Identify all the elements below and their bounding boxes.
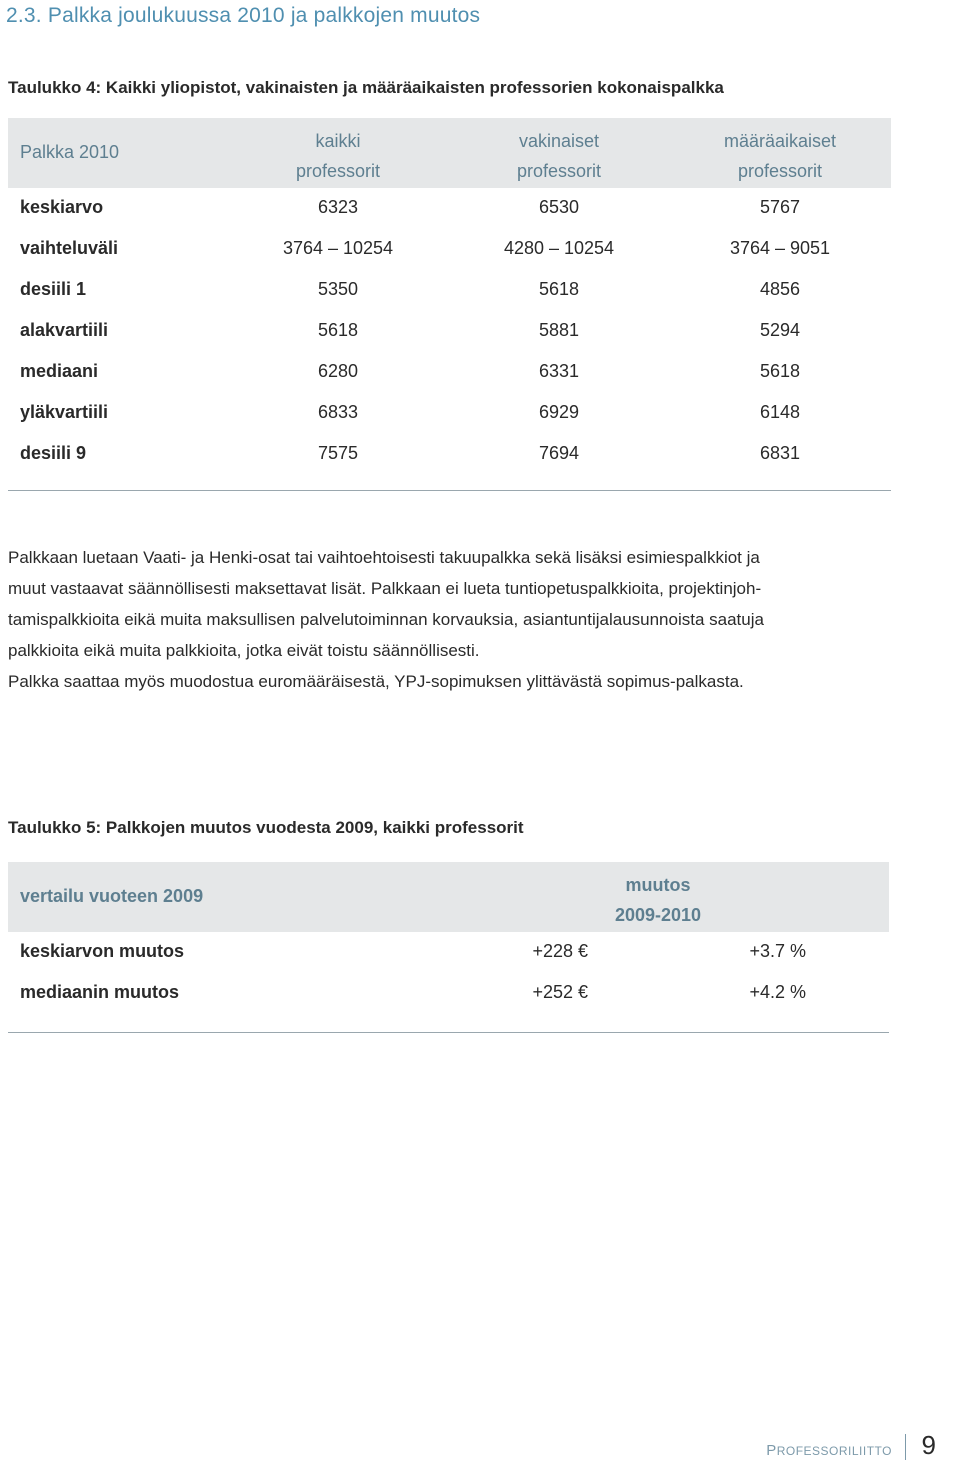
row-label: desiili 1 bbox=[20, 279, 87, 299]
table4-bottom-divider bbox=[8, 490, 891, 491]
cell-all: 6323 bbox=[317, 197, 359, 217]
salary-table-header bbox=[8, 118, 891, 188]
cell-permanent: 6929 bbox=[538, 402, 580, 422]
cell-permanent: 6331 bbox=[538, 361, 580, 381]
salary-table bbox=[8, 118, 891, 475]
row-label: keskiarvo bbox=[20, 197, 104, 217]
cell-all: 6280 bbox=[317, 361, 359, 381]
row-label: alakvartiili bbox=[20, 320, 109, 340]
cell-permanent: 7694 bbox=[538, 443, 580, 463]
cell-fixed: 4856 bbox=[759, 279, 801, 299]
cell-fixed: 3764 – 9051 bbox=[729, 238, 831, 258]
header-permanent-line2: professorit bbox=[516, 161, 602, 181]
cell-all: 5618 bbox=[317, 320, 359, 340]
header-permanent-professors bbox=[449, 126, 669, 186]
table-row bbox=[8, 393, 891, 434]
cell-all: 5350 bbox=[317, 279, 359, 299]
header-all-professors bbox=[228, 126, 448, 186]
table-row bbox=[8, 434, 891, 475]
section-title: 2.3. Palkka joulukuussa 2010 ja palkkojen muutos bbox=[6, 4, 481, 27]
header-change bbox=[548, 870, 768, 930]
cell-fixed: 6831 bbox=[759, 443, 801, 463]
header-fixed-term-professors bbox=[670, 126, 890, 186]
header-all-line2: professorit bbox=[295, 161, 381, 181]
cell-all: 6833 bbox=[317, 402, 359, 422]
cell-fixed: 5294 bbox=[759, 320, 801, 340]
header-fixed-line2: professorit bbox=[737, 161, 823, 181]
salary-change-table-header bbox=[8, 862, 889, 932]
header-label: Palkka 2010 bbox=[20, 142, 120, 162]
cell-absolute-change: +252 € bbox=[532, 982, 588, 1002]
header-permanent-line1: vakinaiset bbox=[518, 131, 600, 151]
page-number: 9 bbox=[921, 1430, 936, 1460]
cell-all: 3764 – 10254 bbox=[282, 238, 394, 258]
publisher-name-rest: ROFESSORILIITTO bbox=[776, 1444, 892, 1458]
publisher-name-initial: P bbox=[766, 1442, 777, 1459]
paragraph-line: tamispalkkioita eikä muita maksullisen palvelutoiminnan korvauksia, asiantuntijalausunnoista saatuja bbox=[8, 610, 764, 629]
cell-permanent: 5618 bbox=[538, 279, 580, 299]
cell-fixed: 5618 bbox=[759, 361, 801, 381]
cell-fixed: 5767 bbox=[759, 197, 801, 217]
salary-change-table bbox=[8, 862, 889, 1014]
cell-percent-change: +3.7 % bbox=[749, 941, 806, 961]
cell-all: 7575 bbox=[317, 443, 359, 463]
row-label: mediaanin muutos bbox=[20, 982, 180, 1002]
paragraph-line: muut vastaavat säännöllisesti maksettavat lisät. Palkkaan ei lueta tuntiopetuspalkkioita, projektinjoh- bbox=[8, 579, 762, 598]
header-change-line2: 2009-2010 bbox=[614, 905, 702, 925]
cell-permanent: 6530 bbox=[538, 197, 580, 217]
cell-absolute-change: +228 € bbox=[532, 941, 588, 961]
table-row bbox=[8, 352, 891, 393]
table-row bbox=[8, 973, 889, 1014]
paragraph-line: palkkioita eikä muita palkkioita, jotka eivät toistu säännöllisesti. bbox=[8, 641, 480, 660]
publisher-name bbox=[766, 1442, 892, 1459]
cell-fixed: 6148 bbox=[759, 402, 801, 422]
table-row bbox=[8, 229, 891, 270]
paragraph-line: Palkkaan luetaan Vaati- ja Henki-osat tai vaihtoehtoisesti takuupalkka sekä lisäksi esimiespalkkiot ja bbox=[8, 548, 760, 567]
row-label: desiili 9 bbox=[20, 443, 87, 463]
paragraph-line: Palkka saattaa myös muodostua euromääräisestä, YPJ-sopimuksen ylittävästä sopimus-palkasta. bbox=[8, 672, 744, 691]
table-row bbox=[8, 188, 891, 229]
header-change-line1: muutos bbox=[625, 875, 691, 895]
cell-permanent: 4280 – 10254 bbox=[503, 238, 615, 258]
cell-percent-change: +4.2 % bbox=[749, 982, 806, 1002]
table-row bbox=[8, 270, 891, 311]
row-label: vaihteluväli bbox=[20, 238, 119, 258]
footer-divider bbox=[905, 1434, 906, 1460]
table5-bottom-divider bbox=[8, 1032, 889, 1033]
table5-caption: Taulukko 5: Palkkojen muutos vuodesta 2009, kaikki professorit bbox=[8, 818, 524, 837]
table-row bbox=[8, 932, 889, 973]
table4-caption: Taulukko 4: Kaikki yliopistot, vakinaisten ja määräaikaisten professorien kokonaispalkka bbox=[8, 78, 724, 97]
row-label: keskiarvon muutos bbox=[20, 941, 185, 961]
header-fixed-line1: määräaikaiset bbox=[723, 131, 837, 151]
table-row bbox=[8, 311, 891, 352]
row-label: mediaani bbox=[20, 361, 99, 381]
cell-permanent: 5881 bbox=[538, 320, 580, 340]
salary-definition-paragraph bbox=[8, 542, 908, 697]
row-label: yläkvartiili bbox=[20, 402, 109, 422]
header-label: vertailu vuoteen 2009 bbox=[20, 886, 204, 906]
header-all-line1: kaikki bbox=[315, 131, 361, 151]
